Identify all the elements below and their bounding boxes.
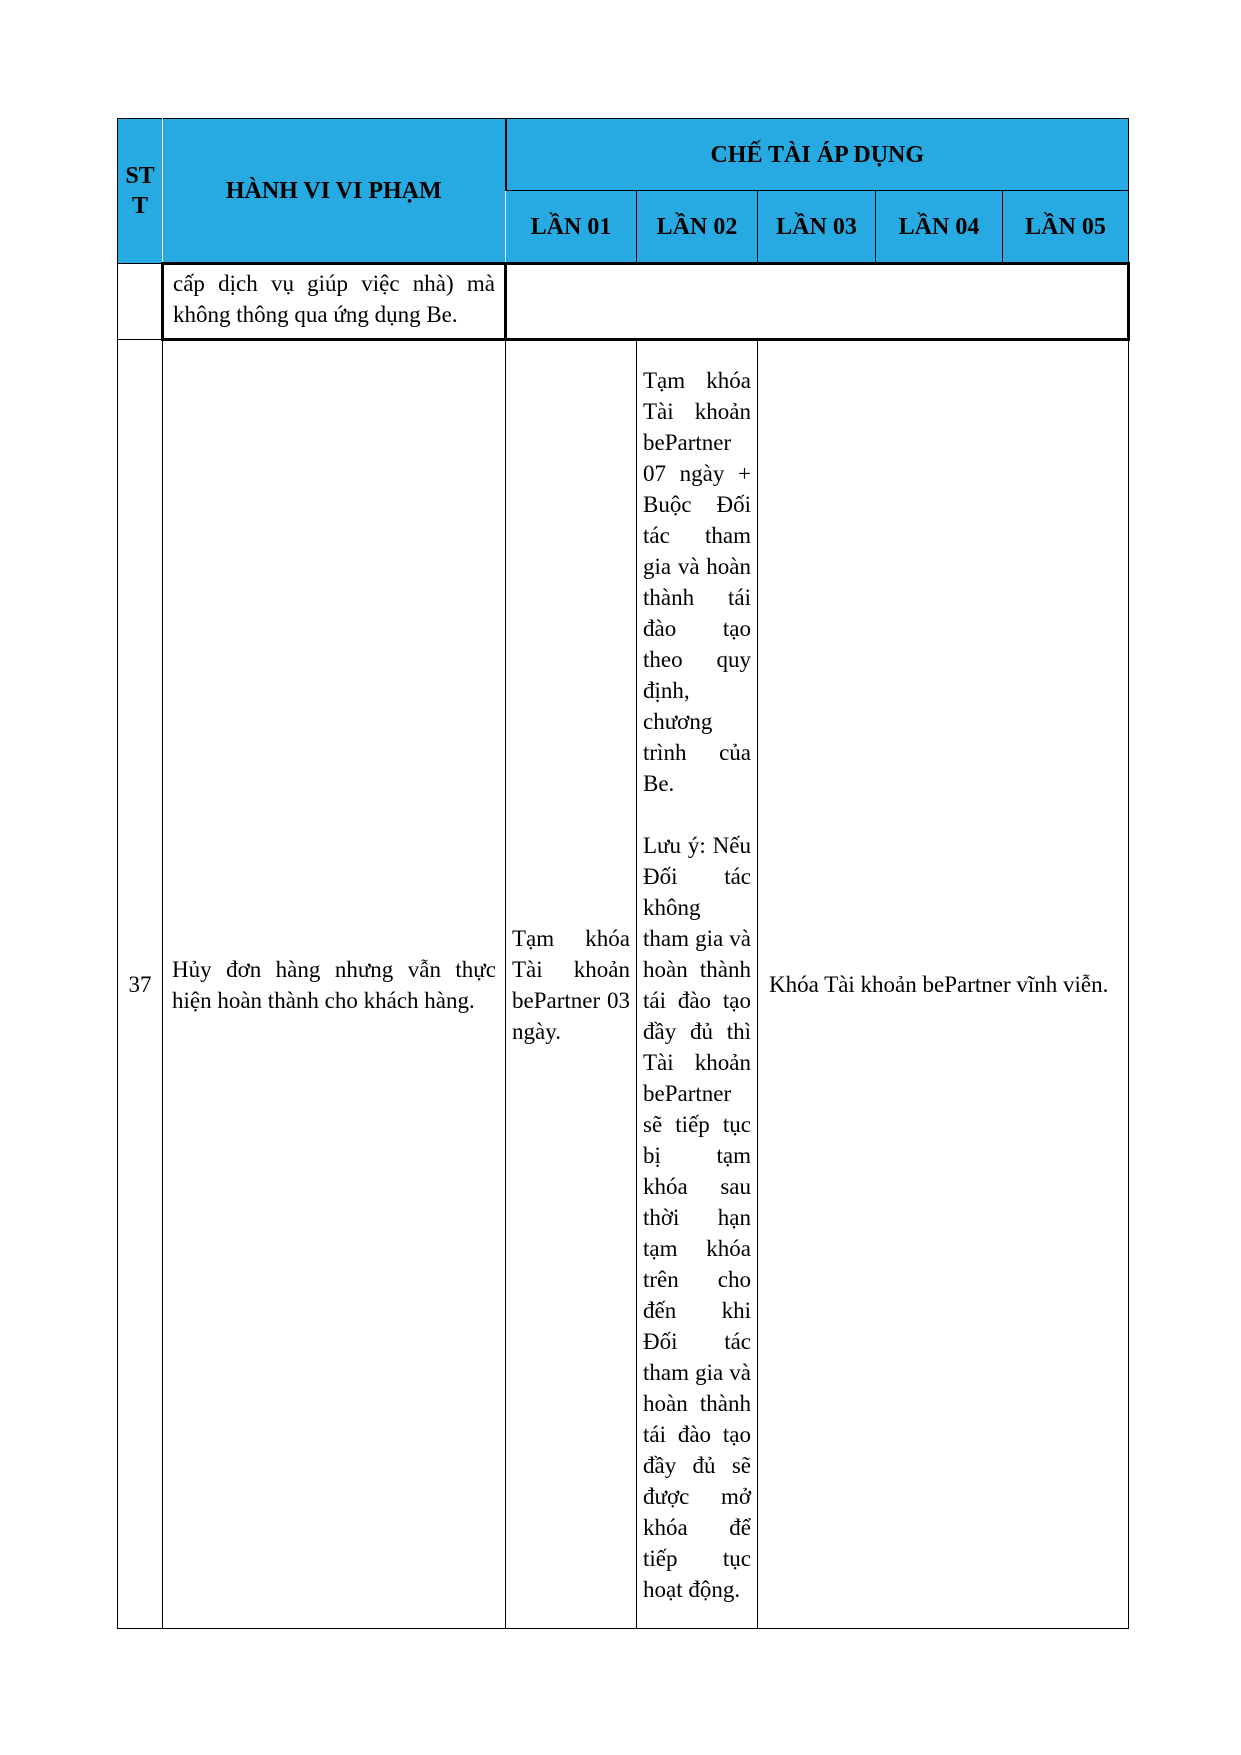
header-cell-sanction-group: CHẾ TÀI ÁP DỤNG (506, 119, 1129, 191)
cell-stt-empty (118, 264, 163, 340)
sanction-lan02-note: Lưu ý: Nếu Đối tác không tham gia và hoàn thành tái đào tạo đầy đủ thì Tài khoản bePartner sẽ tiếp tục bị tạm khóa sau thời hạn tạm khóa trên cho đến khi Đối tác tham gia và hoàn thành tái đào tạo đầy đủ sẽ được mở khóa để tiếp tục hoạt động. (643, 832, 751, 1602)
cell-sanction-lan03-05: Khóa Tài khoản bePartner vĩnh viễn. (758, 340, 1129, 1629)
row-continuation (118, 264, 1129, 340)
header-cell-lan-02: LẦN 02 (637, 191, 758, 264)
header-cell-stt: STT (118, 119, 163, 264)
cell-sanction-lan01: Tạm khóa Tài khoản bePartner 03 ngày. (506, 340, 637, 1629)
header-cell-lan-05: LẦN 05 (1003, 191, 1129, 264)
header-cell-lan-01: LẦN 01 (506, 191, 637, 264)
cell-stt-37: 37 (118, 340, 163, 1629)
header-cell-violation: HÀNH VI VI PHẠM (163, 119, 506, 264)
header-row-top (118, 119, 1129, 191)
sanction-lan02-paragraph: Tạm khóa Tài khoản bePartner 07 ngày + Buộc Đối tác tham gia và hoàn thành tái đào tạo theo quy định, chương trình của Be. (643, 367, 751, 796)
header-cell-lan-03: LẦN 03 (758, 191, 876, 264)
header-cell-lan-04: LẦN 04 (876, 191, 1003, 264)
cell-violation-continuation: cấp dịch vụ giúp việc nhà) mà không thông qua ứng dụng Be. (163, 264, 506, 340)
cell-violation-37: Hủy đơn hàng nhưng vẫn thực hiện hoàn thành cho khách hàng. (163, 340, 506, 1629)
cell-sanction-lan02 (637, 340, 758, 1629)
row-37 (118, 340, 1129, 1629)
violations-sanctions-table (117, 118, 1130, 1629)
cell-sanctions-empty (506, 264, 1129, 340)
